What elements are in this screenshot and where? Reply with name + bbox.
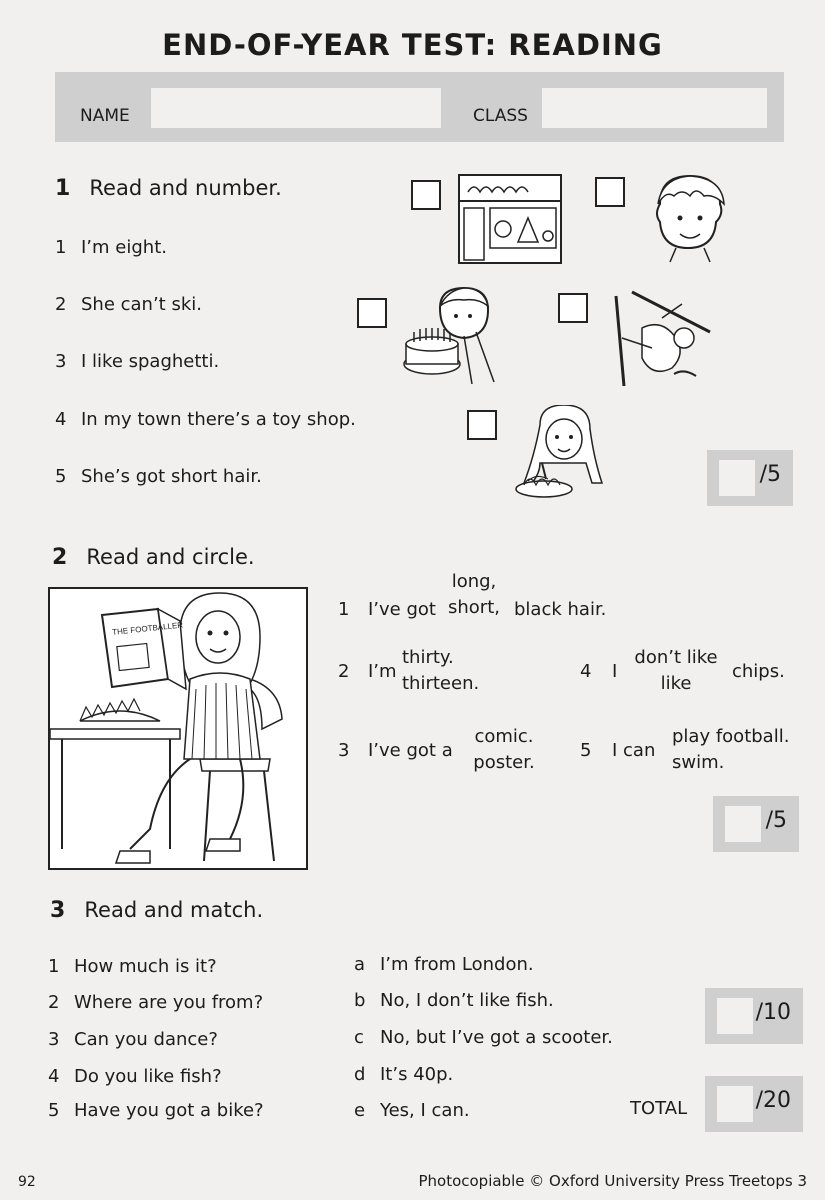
question-2: 2 I’m thirty. thirteen. — [338, 645, 538, 699]
name-field[interactable] — [151, 88, 441, 128]
section-3-score: /10 — [705, 988, 803, 1044]
section-number: 2 — [52, 545, 68, 570]
question-item: 4 Do you like fish? — [48, 1066, 222, 1087]
question-3: 3 I’ve got a comic. poster. — [338, 724, 558, 778]
answer-item: a I’m from London. — [354, 954, 534, 975]
answer-item: c No, but I’ve got a scooter. — [354, 1027, 613, 1048]
choice-options[interactable]: thirty. thirteen. — [402, 647, 480, 694]
question-item: 1 How much is it? — [48, 956, 217, 977]
score-box[interactable] — [717, 998, 753, 1034]
question-1: 1 I’ve got long, short, black hair. — [338, 571, 607, 620]
question-item: 2 Where are you from? — [48, 992, 264, 1013]
section-1-score: /5 — [707, 450, 793, 506]
list-item: 4 In my town there’s a toy shop. — [55, 409, 356, 430]
question-5: 5 I can play football. swim. — [580, 724, 810, 778]
score-box[interactable] — [717, 1086, 753, 1122]
section-2-score: /5 — [713, 796, 799, 852]
choice-options[interactable]: comic. poster. — [473, 726, 535, 773]
total-score: /20 — [705, 1076, 803, 1132]
answer-box[interactable] — [411, 180, 441, 210]
page-title: END-OF-YEAR TEST: READING — [162, 28, 663, 62]
section-2-heading — [52, 545, 255, 570]
section-number: 3 — [50, 898, 66, 923]
copyright-notice: Photocopiable © Oxford University Press Treetops 3 — [418, 1172, 807, 1190]
girl-reading-picture — [48, 587, 308, 870]
page-number: 92 — [18, 1174, 36, 1190]
list-item: 1 I’m eight. — [55, 237, 167, 258]
name-label: NAME — [80, 106, 130, 126]
book-title: THE FOOTBALLER — [111, 620, 184, 637]
section-title: Read and number. — [89, 176, 282, 200]
answer-box[interactable] — [467, 410, 497, 440]
score-box[interactable] — [725, 806, 761, 842]
list-item: 3 I like spaghetti. — [55, 351, 220, 372]
name-class-bar — [55, 72, 784, 142]
section-3-heading — [50, 898, 263, 923]
choice-options[interactable]: don’t like like — [634, 647, 718, 694]
question-item: 3 Can you dance? — [48, 1029, 218, 1050]
answer-box[interactable] — [357, 298, 387, 328]
class-label: CLASS — [473, 106, 528, 126]
question-item: 5 Have you got a bike? — [48, 1100, 264, 1121]
choice-options[interactable]: play football. swim. — [672, 726, 790, 773]
answer-box[interactable] — [558, 293, 588, 323]
answer-box[interactable] — [595, 177, 625, 207]
choice-options[interactable]: long, short, — [448, 571, 500, 618]
section-title: Read and circle. — [86, 545, 255, 569]
list-item: 5 She’s got short hair. — [55, 466, 262, 487]
list-item: 2 She can’t ski. — [55, 294, 202, 315]
total-label: TOTAL — [630, 1098, 688, 1119]
section-number: 1 — [55, 176, 71, 201]
section-title: Read and match. — [84, 898, 264, 922]
class-field[interactable] — [542, 88, 767, 128]
girl-eating-spaghetti-picture — [512, 405, 608, 501]
score-box[interactable] — [719, 460, 755, 496]
question-4: 4 I don’t like like chips. — [580, 645, 800, 699]
boy-face-picture — [650, 174, 726, 264]
toy-shop-picture — [458, 174, 562, 264]
answer-item: d It’s 40p. — [354, 1064, 454, 1085]
boy-birthday-cake-picture — [402, 286, 498, 384]
answer-item: e Yes, I can. — [354, 1100, 470, 1121]
answer-item: b No, I don’t like fish. — [354, 990, 554, 1011]
section-1-heading — [55, 176, 282, 201]
girl-skiing-picture — [612, 288, 712, 386]
